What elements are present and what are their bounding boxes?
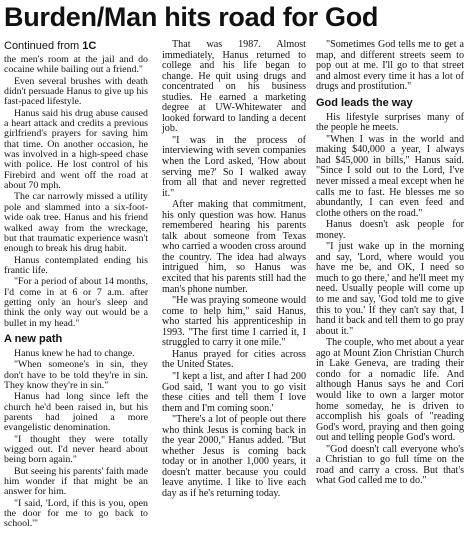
paragraph: "I said, 'Lord, if this is you, open the door for me to go back to school.'" — [4, 497, 148, 530]
paragraph: Hanus doesn't ask people for money. — [316, 219, 464, 241]
headline — [4, 0, 466, 36]
paragraph: The car narrowly missed a utility pole and slammed into a six-foot-wide oak tree. Hanus and his friend walked away from the wreckage, but that traumatic experience wasn't enough to break his drug habit. — [4, 191, 148, 255]
continued-page: 1C — [82, 40, 97, 52]
column-1 — [4, 40, 148, 531]
paragraph: "When someone's in sin, they don't have to be told they're in sin. They know they're in sin." — [4, 359, 148, 391]
paragraph: "I just wake up in the morning and say, 'Lord, where would you have me be, and OK, I need so much to go there,' and he'll meet my need. Usually people will come up to me and say, 'God told me to give this to you.' If they can't say that, I hand it back and tell them to go pray about it." — [316, 241, 465, 337]
continued-line — [4, 40, 148, 52]
paragraph: His lifestyle surprises many of the people he meets. — [316, 111, 464, 134]
paragraph: Hanus knew he had to change. — [14, 347, 135, 359]
paragraph: "He was praying someone would come to help him," said Hanus, who started his apprenticeship in 1993. "The first time I carried it, I struggled to carry it one mile." — [162, 295, 306, 349]
paragraph: Even several brushes with death didn't persuade Hanus to give up his fast-paced lifestyle. — [4, 75, 148, 108]
paragraph: "When I was in the world and making $40,000 a year, I always had $45,000 in bills," Hanus said. "Since I sold out to the Lord, I've never missed a meal except when he calls me to fast. He blesses me so abundantly, I can even feed and clothe others on the road." — [316, 133, 464, 219]
paragraph: "I kept a list, and after I had 200 God said, 'I want you to go visit these cities and tell them I love them and I'm coming soon.' — [162, 370, 306, 414]
paragraph: The couple, who met about a year ago at Mount Zion Christian Church in Lake Geneva, are trading their condo for a nomadic life. And although Hanus says he and Cori would like to own a larger motor home someday, he is driven to accomplish his goals of "reading God's word, praying and then going out and telling people God's word. — [316, 337, 464, 444]
paragraph: After making that commitment, his only question was how. Hanus remembered hearing his parents talk about someone from Texas who carried a wooden cross around the country. The idea had always intrigued him, so Hanus was excited that his parents still had the man's phone number. — [162, 199, 306, 295]
paragraph: "God doesn't call everyone who's a Christian to go full time on the road and carry a cross. But that's what God called me to do." — [316, 443, 464, 487]
paragraph: Hanus contemplated ending his frantic life. — [4, 254, 148, 276]
headline-slash: / — [96, 2, 104, 32]
column-2 — [162, 40, 306, 501]
paragraph: "I thought they were totally wigged out. I'd never heard about being born again." — [4, 433, 148, 466]
paragraph: "Sometimes God tells me to get a map, and different streets seem to pop out at me. I'll go to that street and almost every time it has a lot of drugs and prostitution." — [316, 39, 464, 93]
paragraph: Hanus said his drug abuse caused a heart attack and credits a previous girlfriend's prayers for saving him that time. On another occasion, he was involved in a high-speed chase with police. He lost control of his Firebird and went off the road at about 70 mph. — [4, 107, 148, 192]
paragraph: "There's a lot of people out there who think Jesus is coming back in the year 2000," Hanus added. "But whether Jesus is coming back today or in another 1,000 years, it doesn't matter because you could leave anytime. I like to live each day as if he's returning today. — [162, 414, 306, 499]
paragraph: That was 1987. Almost immediately, Hanus returned to college and his life began to change. He quit using drugs and concentrated on his business studies. He earned a marketing degree at UW-Whitewater and looked forward to landing a decent job. — [162, 39, 306, 135]
paragraph: the men's room at the jail and do cocaine while bailing out a friend." — [4, 54, 148, 76]
continued-prefix: Continued from — [4, 40, 83, 52]
headline-title: Man hits road for God — [103, 2, 379, 32]
paragraph: Hanus prayed for cities across the United States. — [162, 348, 306, 371]
column-3 — [316, 40, 464, 488]
paragraph: "For a period of about 14 months, I'd come in at 6 or 7 a.m. after getting only an hour's sleep and think the only way out would be a bullet in my head." — [4, 276, 148, 329]
paragraph: But seeing his parents' faith made him wonder if that might be an answer for him. — [4, 465, 148, 498]
headline-kicker: Burden — [4, 2, 97, 32]
subhead-god-leads: God leads the way — [316, 96, 413, 109]
subhead-new-path: A new path — [4, 332, 63, 345]
paragraph: "I was in the process of interviewing with seven companies when the Lord asked, 'How about serving me?' So I walked away from all that and never regretted it." — [162, 134, 306, 199]
paragraph: Hanus had long since left the church he'd been raised in, but his parents had joined a more evangelistic denomination. — [4, 391, 148, 434]
